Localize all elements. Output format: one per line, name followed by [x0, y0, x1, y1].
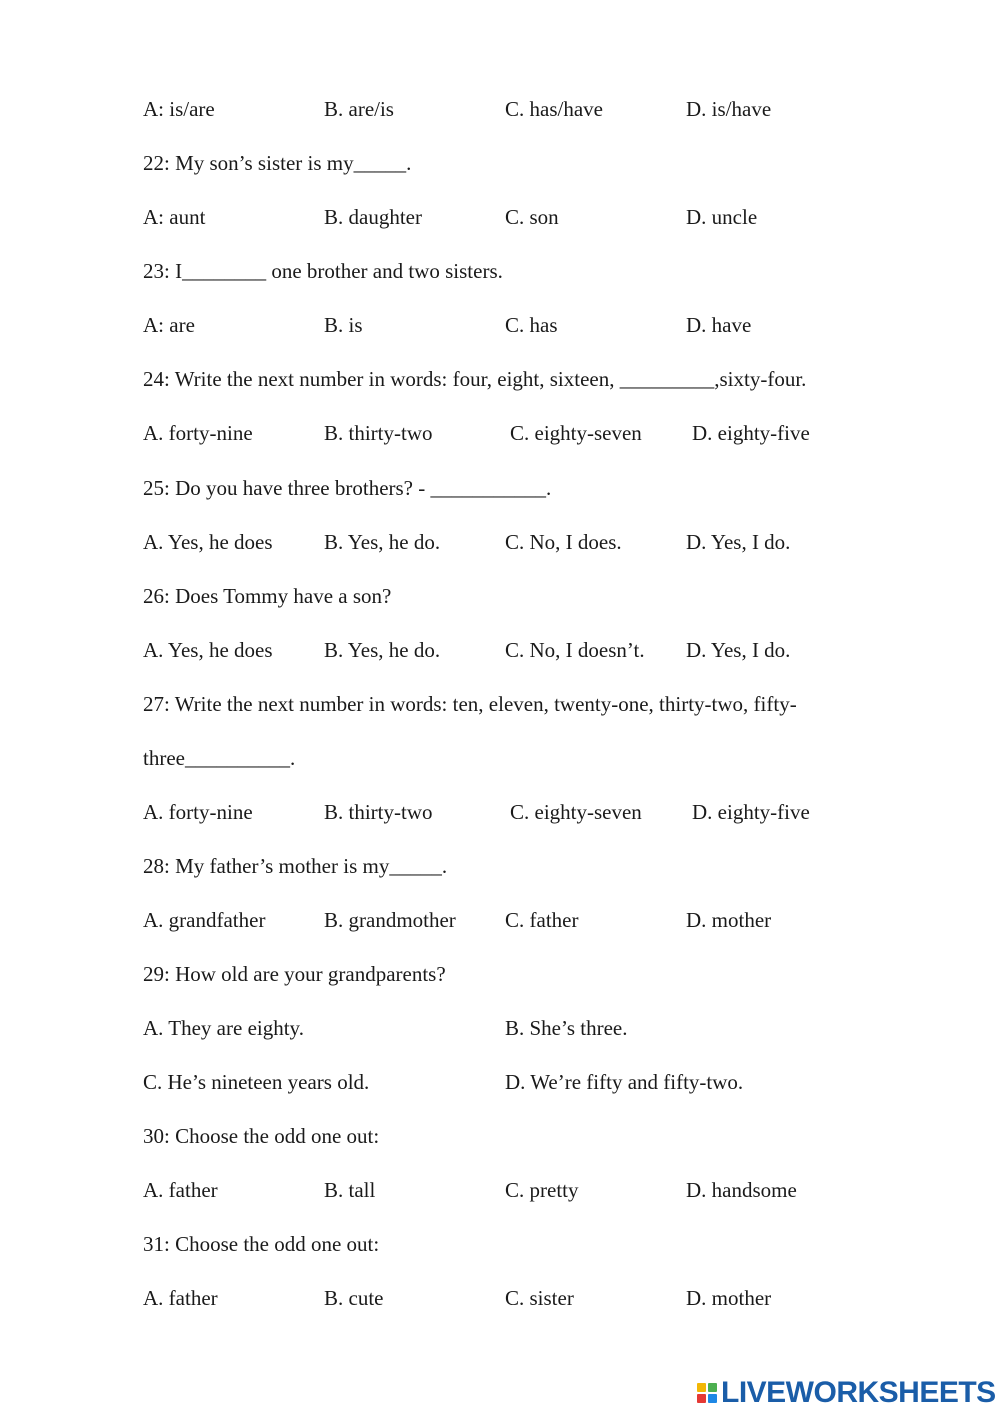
q23-option-a[interactable]: A: are	[143, 313, 195, 337]
q26-option-a[interactable]: A. Yes, he does	[143, 638, 273, 662]
q21-option-d[interactable]: D. is/have	[686, 97, 772, 121]
logo-blocks-icon	[697, 1383, 717, 1403]
q28-question: 28: My father’s mother is my_____.	[143, 854, 448, 878]
q22-option-c[interactable]: C. son	[505, 205, 559, 229]
q22-option-a[interactable]: A: aunt	[143, 205, 206, 229]
q29-option-d[interactable]: D. We’re fifty and fifty-two.	[505, 1070, 744, 1094]
q21-option-a[interactable]: A: is/are	[143, 97, 215, 121]
q26-option-b[interactable]: B. Yes, he do.	[324, 638, 441, 662]
q28-option-b[interactable]: B. grandmother	[324, 908, 456, 932]
q31-option-b[interactable]: B. cute	[324, 1286, 384, 1310]
q25-question: 25: Do you have three brothers? - ___________.	[143, 476, 552, 500]
q30-option-d[interactable]: D. handsome	[686, 1178, 797, 1202]
q28-option-a[interactable]: A. grandfather	[143, 908, 266, 932]
q25-option-c[interactable]: C. No, I does.	[505, 530, 622, 554]
q23-question: 23: I________ one brother and two sisters.	[143, 259, 503, 283]
q24-option-b[interactable]: B. thirty-two	[324, 421, 433, 445]
q27-option-d[interactable]: D. eighty-five	[692, 800, 810, 824]
logo-text: LIVEWORKSHEETS	[721, 1376, 996, 1409]
q25-option-d[interactable]: D. Yes, I do.	[686, 530, 791, 554]
q27-question-line2: three__________.	[143, 746, 296, 770]
q28-option-c[interactable]: C. father	[505, 908, 579, 932]
q31-question: 31: Choose the odd one out:	[143, 1232, 380, 1256]
q23-option-c[interactable]: C. has	[505, 313, 558, 337]
q27-option-c[interactable]: C. eighty-seven	[510, 800, 642, 824]
q29-option-a[interactable]: A. They are eighty.	[143, 1016, 304, 1040]
logo-block-1	[697, 1383, 706, 1392]
q26-question: 26: Does Tommy have a son?	[143, 584, 392, 608]
q24-option-a[interactable]: A. forty-nine	[143, 421, 253, 445]
q26-option-c[interactable]: C. No, I doesn’t.	[505, 638, 645, 662]
q30-question: 30: Choose the odd one out:	[143, 1124, 380, 1148]
q27-question-line1: 27: Write the next number in words: ten, eleven, twenty-one, thirty-two, fifty-	[143, 692, 797, 716]
q29-option-c[interactable]: C. He’s nineteen years old.	[143, 1070, 370, 1094]
q24-question: 24: Write the next number in words: four, eight, sixteen, _________,sixty-four.	[143, 367, 807, 391]
q29-question: 29: How old are your grandparents?	[143, 962, 446, 986]
q22-option-d[interactable]: D. uncle	[686, 205, 758, 229]
q31-option-c[interactable]: C. sister	[505, 1286, 574, 1310]
q30-option-a[interactable]: A. father	[143, 1178, 218, 1202]
q29-option-b[interactable]: B. She’s three.	[505, 1016, 628, 1040]
liveworksheets-logo	[697, 1378, 996, 1408]
q21-option-b[interactable]: B. are/is	[324, 97, 394, 121]
q30-option-b[interactable]: B. tall	[324, 1178, 376, 1202]
q27-option-b[interactable]: B. thirty-two	[324, 800, 433, 824]
q27-option-a[interactable]: A. forty-nine	[143, 800, 253, 824]
q24-option-d[interactable]: D. eighty-five	[692, 421, 810, 445]
logo-block-4	[708, 1394, 717, 1403]
q28-option-d[interactable]: D. mother	[686, 908, 772, 932]
logo-block-2	[708, 1383, 717, 1392]
q26-option-d[interactable]: D. Yes, I do.	[686, 638, 791, 662]
q25-option-b[interactable]: B. Yes, he do.	[324, 530, 441, 554]
q23-option-b[interactable]: B. is	[324, 313, 363, 337]
q30-option-c[interactable]: C. pretty	[505, 1178, 579, 1202]
q31-option-d[interactable]: D. mother	[686, 1286, 772, 1310]
logo-block-3	[697, 1394, 706, 1403]
q31-option-a[interactable]: A. father	[143, 1286, 218, 1310]
q23-option-d[interactable]: D. have	[686, 313, 752, 337]
q22-option-b[interactable]: B. daughter	[324, 205, 422, 229]
q25-option-a[interactable]: A. Yes, he does	[143, 530, 273, 554]
q24-option-c[interactable]: C. eighty-seven	[510, 421, 642, 445]
q21-option-c[interactable]: C. has/have	[505, 97, 603, 121]
q22-question: 22: My son’s sister is my_____.	[143, 151, 412, 175]
